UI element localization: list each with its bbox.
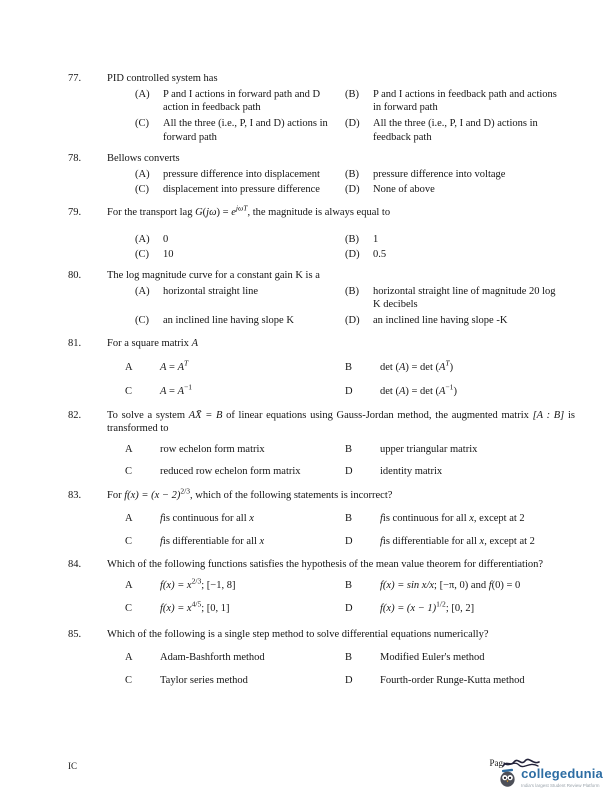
question-77 [68, 72, 575, 144]
option-a [135, 285, 345, 312]
option-text: $A = A^{-1}$ [160, 382, 193, 397]
option-a [125, 576, 345, 593]
option-text: reduced row echelon form matrix [160, 466, 301, 478]
option-label: A [125, 512, 133, 524]
options [125, 358, 575, 398]
option-text: upper triangular matrix [380, 443, 478, 455]
option-label: (B) [345, 285, 359, 297]
option-label: (A) [135, 233, 150, 245]
collegedunia-owl-icon [498, 768, 517, 788]
question-text: To solve a system AX̄ = B of linear equations using Gauss-Jordan method, the augmented matrix [A : B] is transformed to [107, 409, 575, 435]
option-label: (A) [135, 88, 150, 100]
question-number: 82. [68, 409, 82, 421]
options [125, 651, 575, 688]
option-text: None of above [373, 184, 435, 196]
option-text: $\det (A) = \det (A^T)$ [380, 358, 454, 374]
option-label: C [125, 536, 133, 548]
option-d [345, 535, 575, 549]
collegedunia-logo [494, 764, 607, 791]
option-text: 0.5 [373, 249, 387, 261]
question-80 [68, 269, 575, 328]
question-text: For $f(x) = (x - 2)^{2/3}$, which of the following statements is incorrect? [107, 486, 393, 502]
option-label: (D) [345, 249, 360, 261]
option-label: B [345, 512, 353, 524]
option-b [345, 168, 575, 182]
option-label: B [345, 579, 353, 591]
question-81 [68, 337, 575, 399]
question-text: Which of the following functions satisfies the hypothesis of the mean value theorem for differentiation? [107, 559, 544, 571]
option-d [345, 183, 575, 197]
option-label: B [345, 651, 353, 663]
option-a [125, 443, 345, 457]
option-c [125, 674, 345, 688]
option-label: D [345, 466, 353, 478]
collegedunia-tagline: India's largest Student Review Platform [521, 783, 600, 789]
option-b [345, 651, 575, 665]
question-text: PID controlled system has [107, 73, 218, 84]
footer-page-label: Pag [489, 758, 503, 769]
options [125, 443, 575, 479]
option-label: B [345, 443, 353, 455]
option-label: A [125, 651, 133, 663]
option-text: an inclined line having slope K [163, 314, 294, 326]
option-label: C [125, 675, 133, 687]
footer-paper-code: IC [68, 761, 77, 772]
option-a [135, 233, 345, 247]
question-text: The log magnitude curve for a constant gain K is a [107, 270, 320, 282]
option-text: P and I actions in feedback path and actions in forward path [373, 88, 557, 114]
option-text: an inclined line having slope -K [373, 314, 508, 326]
question-text: For the transport lag $G(j\omega) = e^{j\omega T}$, the magnitude is always equal to [107, 203, 391, 219]
option-text: fis continuous for all x [160, 512, 254, 524]
option-text: horizontal straight line of magnitude 20 log K decibels [373, 285, 556, 311]
options [125, 512, 575, 549]
option-text: All the three (i.e., P, I and D) actions in feedback path [373, 117, 538, 143]
option-label: D [345, 385, 353, 397]
option-c [135, 183, 345, 197]
question-number: 78. [68, 153, 82, 165]
option-label: D [345, 675, 353, 687]
option-text: 0 [163, 233, 169, 245]
question-83 [68, 486, 575, 549]
option-label: (B) [345, 88, 359, 100]
question-number: 83. [68, 490, 82, 502]
question-number: 79. [68, 207, 82, 219]
option-text: fis continuous for all x, except at 2 [380, 512, 525, 524]
question-text: Which of the following is a single step method to solve differential equations numerically? [107, 628, 489, 640]
question-number: 81. [68, 337, 82, 349]
option-c [135, 248, 345, 262]
option-label: (D) [345, 117, 360, 129]
option-text: Adam-Bashforth method [160, 651, 265, 663]
option-label: (C) [135, 184, 149, 196]
option-text: P and I actions in forward path and D action in feedback path [163, 88, 321, 114]
options [125, 576, 575, 616]
option-a [125, 358, 345, 375]
option-c [125, 535, 345, 549]
option-text: $f(x) = (x - 1)^{1/2}$; [0, 2] [380, 599, 475, 615]
option-label: (B) [345, 168, 359, 180]
option-a [125, 512, 345, 526]
option-label: B [345, 362, 353, 374]
option-a [135, 88, 345, 115]
option-text: $\det (A) = \det (A^{-1})$ [380, 382, 457, 397]
option-text: Modified Euler's method [380, 651, 485, 663]
option-label: A [125, 443, 133, 455]
option-label: C [125, 603, 133, 615]
option-label: D [345, 536, 353, 548]
option-label: A [125, 579, 133, 591]
option-b [345, 88, 575, 115]
option-text: $f(x) = x^{2/3}$; [−1, 8] [160, 576, 236, 591]
options [135, 168, 575, 197]
option-text: $A = A^T$ [160, 358, 189, 374]
collegedunia-wordmark: collegedunia [521, 766, 603, 782]
option-label: C [125, 466, 133, 478]
option-c [135, 117, 345, 144]
option-text: All the three (i.e., P, I and D) actions in forward path [163, 117, 328, 143]
option-label: (C) [135, 314, 149, 326]
option-b [345, 233, 575, 247]
option-text: row echelon form matrix [160, 443, 265, 455]
option-b [345, 285, 575, 312]
option-c [135, 314, 345, 328]
option-text: pressure difference into voltage [373, 168, 506, 180]
option-label: A [125, 362, 133, 374]
option-label: D [345, 603, 353, 615]
option-label: C [125, 385, 133, 397]
options [135, 285, 575, 328]
options [135, 233, 575, 262]
option-b [345, 579, 575, 593]
option-a [135, 168, 345, 182]
question-79 [68, 203, 575, 262]
option-label: (B) [345, 233, 359, 245]
question-78 [68, 152, 575, 197]
option-d [345, 674, 575, 688]
option-b [345, 443, 575, 457]
option-label: (D) [345, 184, 360, 196]
option-text: identity matrix [380, 466, 443, 478]
option-c [125, 382, 345, 399]
option-text: displacement into pressure difference [163, 184, 320, 196]
option-text: Fourth-order Runge-Kutta method [380, 675, 525, 687]
question-text: For a square matrix A [107, 337, 198, 349]
question-text: Bellows converts [107, 153, 180, 165]
option-d [345, 314, 575, 328]
option-d [345, 117, 575, 144]
option-label: (C) [135, 249, 149, 261]
question-number: 84. [68, 559, 82, 571]
option-label: (D) [345, 314, 360, 326]
question-84 [68, 558, 575, 616]
option-c [125, 599, 345, 616]
option-text: f(x) = sin x/x; [−π, 0) and f(0) = 0 [380, 579, 521, 591]
option-text: fis differentiable for all x, except at 2 [380, 536, 535, 548]
option-text: horizontal straight line [163, 285, 259, 297]
question-number: 85. [68, 628, 82, 640]
option-label: (A) [135, 168, 150, 180]
question-85 [68, 628, 575, 688]
option-text: 1 [373, 233, 379, 245]
question-82 [68, 409, 575, 480]
option-d [345, 248, 575, 262]
option-text: Taylor series method [160, 675, 248, 687]
option-c [125, 465, 345, 479]
option-d [345, 599, 575, 616]
option-d [345, 465, 575, 479]
option-b [345, 358, 575, 375]
question-number: 77. [68, 73, 82, 84]
option-a [125, 651, 345, 665]
option-b [345, 512, 575, 526]
option-label: (C) [135, 117, 149, 129]
question-number: 80. [68, 270, 82, 282]
option-d [345, 382, 575, 399]
option-text: fis differentiable for all x [160, 536, 265, 548]
option-label: (A) [135, 285, 150, 297]
option-text: pressure difference into displacement [163, 168, 320, 180]
option-text: 10 [163, 249, 174, 261]
option-text: $f(x) = x^{4/5}$; [0, 1] [160, 599, 230, 615]
options [135, 88, 575, 145]
